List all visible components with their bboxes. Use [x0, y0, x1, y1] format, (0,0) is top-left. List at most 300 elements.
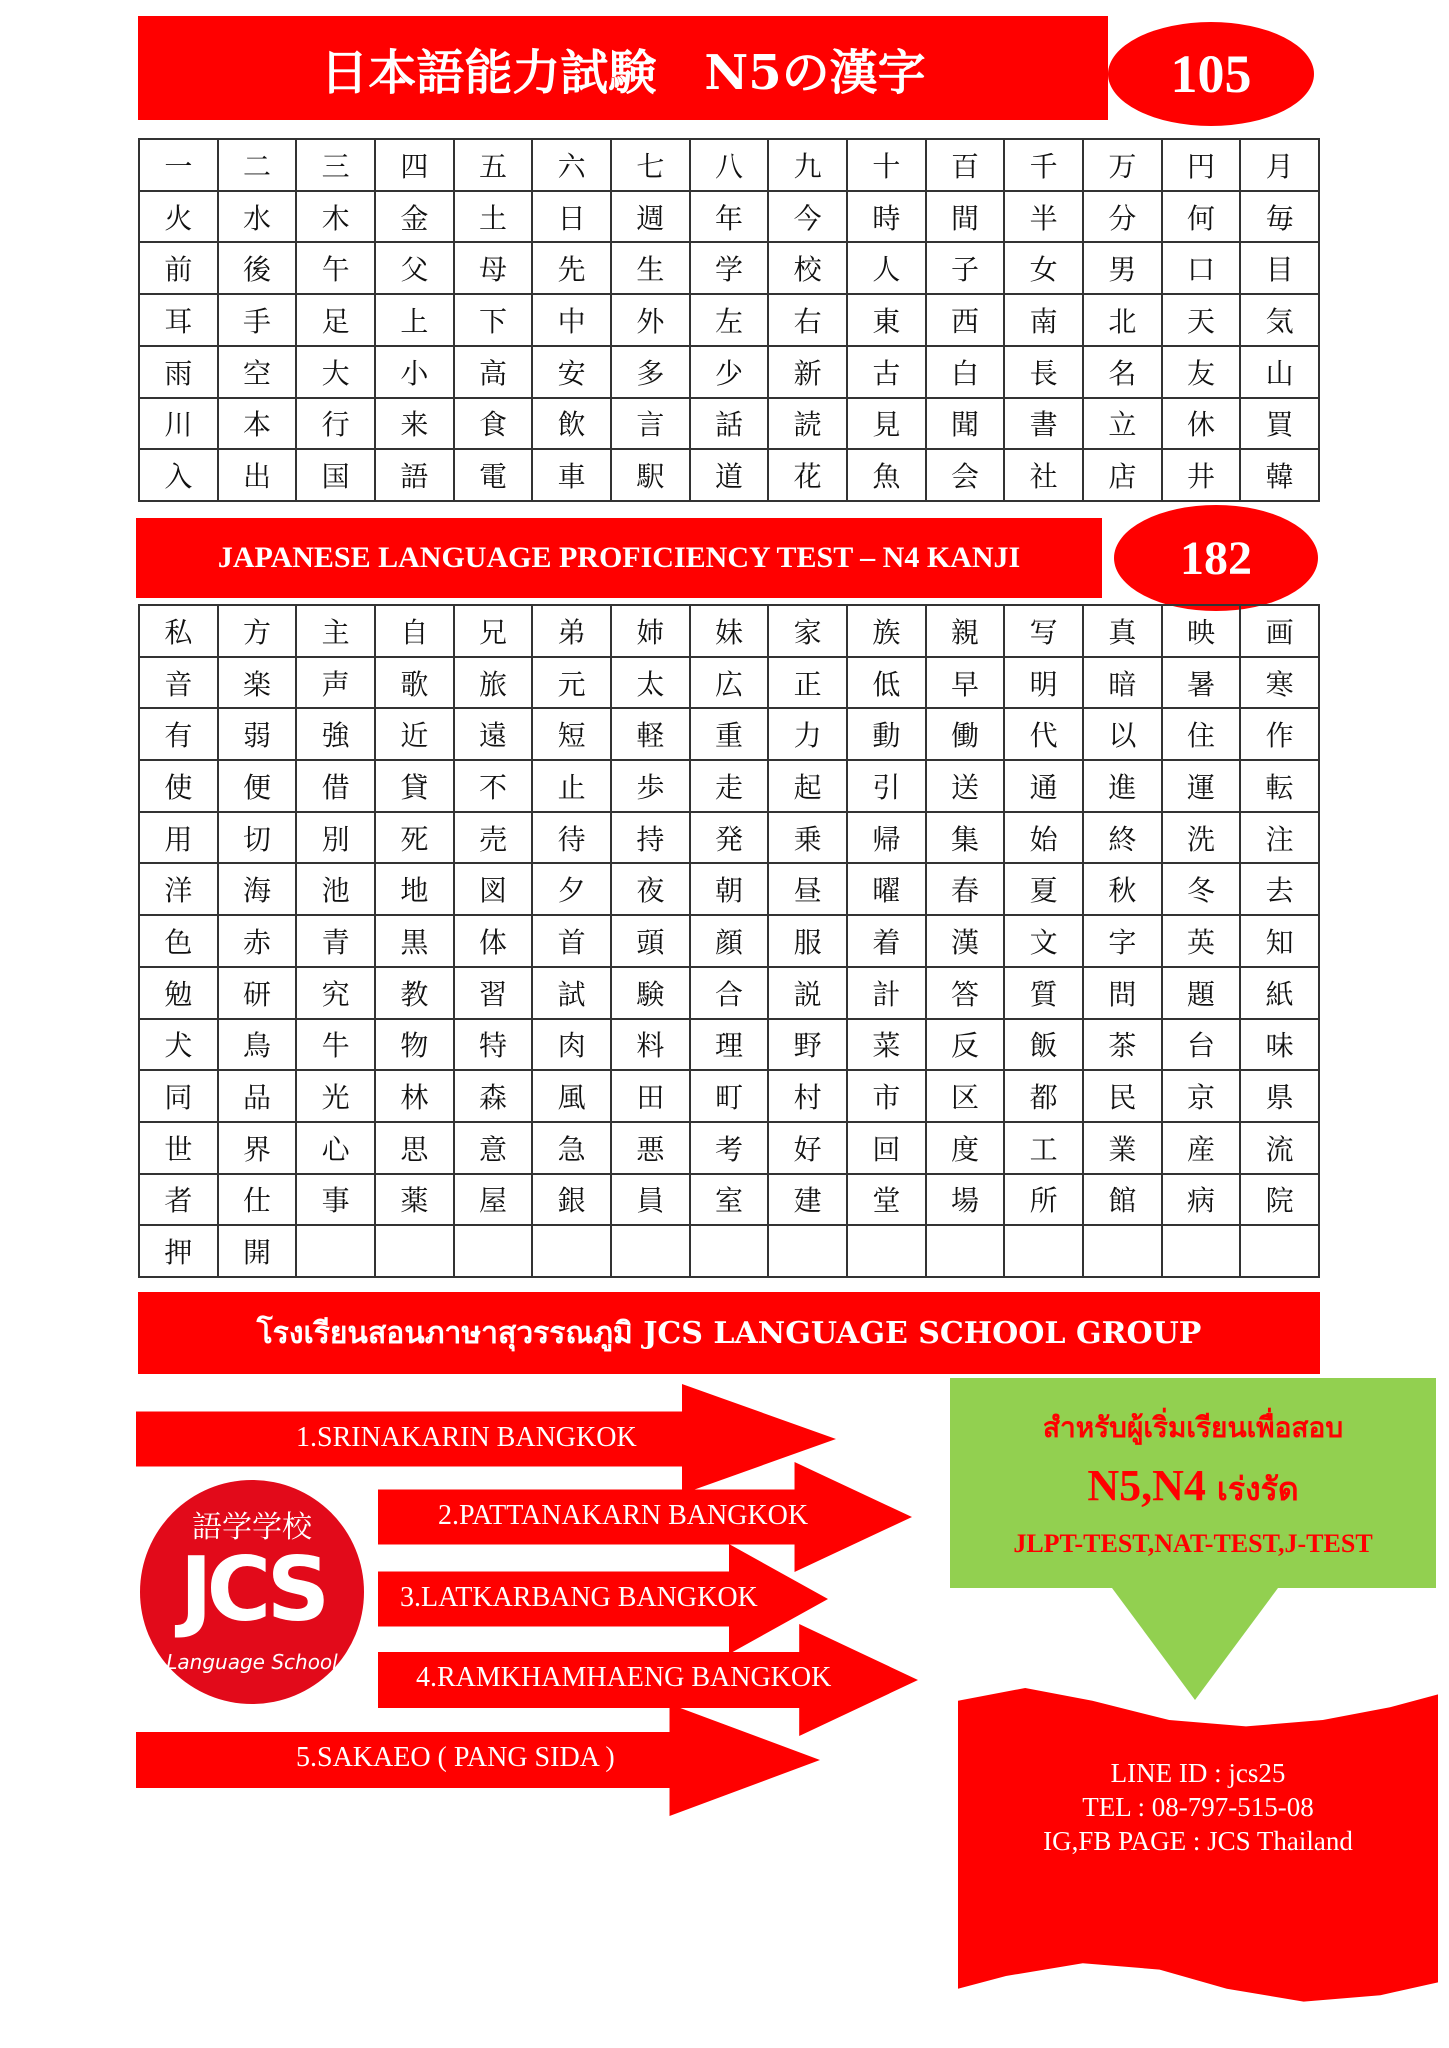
- n4-kanji-cell: 夕: [533, 864, 612, 916]
- promo-box: [950, 1378, 1436, 1588]
- n4-kanji-cell: 使: [140, 761, 219, 813]
- n5-kanji-cell: 名: [1084, 347, 1163, 399]
- n4-title: JAPANESE LANGUAGE PROFICIENCY TEST – N4 KANJI: [217, 541, 1021, 574]
- n5-kanji-cell: 足: [297, 295, 376, 347]
- n4-kanji-cell: 民: [1084, 1071, 1163, 1123]
- n4-kanji-cell: [691, 1226, 770, 1278]
- n5-kanji-cell: 行: [297, 399, 376, 451]
- n4-kanji-cell: 回: [848, 1123, 927, 1175]
- n5-kanji-cell: 韓: [1241, 450, 1320, 502]
- n4-kanji-cell: 台: [1163, 1020, 1242, 1072]
- n5-kanji-cell: 聞: [927, 399, 1006, 451]
- n4-kanji-cell: 私: [140, 606, 219, 658]
- n5-kanji-cell: 入: [140, 450, 219, 502]
- n4-kanji-cell: 春: [927, 864, 1006, 916]
- n4-kanji-cell: 教: [376, 968, 455, 1020]
- n4-kanji-cell: 体: [455, 916, 534, 968]
- n4-kanji-cell: [848, 1226, 927, 1278]
- n4-kanji-cell: 習: [455, 968, 534, 1020]
- n4-kanji-cell: [455, 1226, 534, 1278]
- n4-kanji-cell: 明: [1005, 658, 1084, 710]
- n4-kanji-cell: 有: [140, 709, 219, 761]
- n4-kanji-cell: 住: [1163, 709, 1242, 761]
- n4-kanji-cell: 場: [927, 1175, 1006, 1227]
- n5-kanji-cell: 北: [1084, 295, 1163, 347]
- n5-kanji-cell: 駅: [612, 450, 691, 502]
- n4-kanji-cell: 正: [769, 658, 848, 710]
- n4-kanji-cell: 急: [533, 1123, 612, 1175]
- n4-kanji-cell: 引: [848, 761, 927, 813]
- n4-kanji-cell: 京: [1163, 1071, 1242, 1123]
- n4-kanji-cell: 銀: [533, 1175, 612, 1227]
- n4-kanji-cell: 界: [219, 1123, 298, 1175]
- n4-kanji-cell: 妹: [691, 606, 770, 658]
- n4-kanji-cell: 売: [455, 813, 534, 865]
- n5-kanji-cell: 十: [848, 140, 927, 192]
- n4-kanji-cell: 事: [297, 1175, 376, 1227]
- n4-kanji-cell: 所: [1005, 1175, 1084, 1227]
- n5-kanji-cell: 日: [533, 192, 612, 244]
- n4-kanji-cell: 青: [297, 916, 376, 968]
- n4-title-banner: [136, 518, 1102, 598]
- n4-kanji-cell: 音: [140, 658, 219, 710]
- promo-line-3: JLPT-TEST,NAT-TEST,J-TEST: [1013, 1529, 1373, 1558]
- n4-kanji-cell: 度: [927, 1123, 1006, 1175]
- n5-kanji-cell: 中: [533, 295, 612, 347]
- n5-kanji-cell: 雨: [140, 347, 219, 399]
- n4-kanji-cell: [1241, 1226, 1320, 1278]
- n4-kanji-cell: 思: [376, 1123, 455, 1175]
- n4-kanji-cell: [1084, 1226, 1163, 1278]
- n4-kanji-cell: 同: [140, 1071, 219, 1123]
- n5-kanji-cell: 外: [612, 295, 691, 347]
- n4-kanji-cell: 字: [1084, 916, 1163, 968]
- n4-kanji-cell: 止: [533, 761, 612, 813]
- n4-kanji-cell: 方: [219, 606, 298, 658]
- n4-kanji-cell: 病: [1163, 1175, 1242, 1227]
- n5-kanji-cell: 千: [1005, 140, 1084, 192]
- logo-bottom-text: Language School: [166, 1650, 338, 1674]
- n4-count-badge: [1114, 505, 1318, 611]
- n4-kanji-cell: 地: [376, 864, 455, 916]
- n4-kanji-cell: 院: [1241, 1175, 1320, 1227]
- n4-kanji-cell: 送: [927, 761, 1006, 813]
- n5-kanji-cell: 立: [1084, 399, 1163, 451]
- n4-kanji-cell: 答: [927, 968, 1006, 1020]
- n5-kanji-cell: 店: [1084, 450, 1163, 502]
- n4-kanji-cell: 建: [769, 1175, 848, 1227]
- n4-kanji-cell: 池: [297, 864, 376, 916]
- n5-kanji-cell: 後: [219, 243, 298, 295]
- contact-social: IG,FB PAGE : JCS Thailand: [1043, 1826, 1353, 1856]
- n4-kanji-cell: 文: [1005, 916, 1084, 968]
- n4-kanji-cell: 重: [691, 709, 770, 761]
- n4-kanji-cell: 楽: [219, 658, 298, 710]
- n4-kanji-cell: 軽: [612, 709, 691, 761]
- n4-kanji-cell: 究: [297, 968, 376, 1020]
- n5-kanji-cell: 人: [848, 243, 927, 295]
- n4-kanji-cell: 首: [533, 916, 612, 968]
- n5-kanji-cell: 学: [691, 243, 770, 295]
- n5-kanji-cell: 小: [376, 347, 455, 399]
- n4-kanji-cell: 薬: [376, 1175, 455, 1227]
- promo-down-arrow: [1112, 1588, 1278, 1700]
- n4-kanji-cell: 計: [848, 968, 927, 1020]
- n4-kanji-cell: 元: [533, 658, 612, 710]
- n4-kanji-cell: 林: [376, 1071, 455, 1123]
- n5-kanji-cell: 魚: [848, 450, 927, 502]
- n4-kanji-cell: [533, 1226, 612, 1278]
- promo-line-2: [950, 1460, 1436, 1515]
- n4-kanji-cell: 合: [691, 968, 770, 1020]
- n4-kanji-cell: 産: [1163, 1123, 1242, 1175]
- jcs-logo: [140, 1480, 364, 1704]
- n5-kanji-cell: 子: [927, 243, 1006, 295]
- n4-kanji-cell: 題: [1163, 968, 1242, 1020]
- n5-kanji-cell: 月: [1241, 140, 1320, 192]
- n4-kanji-cell: 洋: [140, 864, 219, 916]
- n4-kanji-cell: 自: [376, 606, 455, 658]
- n4-kanji-cell: 借: [297, 761, 376, 813]
- n4-kanji-cell: 不: [455, 761, 534, 813]
- n5-kanji-cell: 道: [691, 450, 770, 502]
- n4-kanji-cell: 物: [376, 1020, 455, 1072]
- n5-kanji-cell: 語: [376, 450, 455, 502]
- n4-kanji-cell: 用: [140, 813, 219, 865]
- n4-kanji-cell: 風: [533, 1071, 612, 1123]
- n4-kanji-cell: [927, 1226, 1006, 1278]
- n4-kanji-cell: 注: [1241, 813, 1320, 865]
- n4-kanji-cell: 起: [769, 761, 848, 813]
- n4-kanji-cell: 走: [691, 761, 770, 813]
- n5-kanji-cell: 古: [848, 347, 927, 399]
- n5-kanji-cell: 買: [1241, 399, 1320, 451]
- n4-kanji-cell: 去: [1241, 864, 1320, 916]
- n4-kanji-cell: 漢: [927, 916, 1006, 968]
- n5-kanji-cell: 社: [1005, 450, 1084, 502]
- n4-kanji-cell: 強: [297, 709, 376, 761]
- n4-kanji-cell: 理: [691, 1020, 770, 1072]
- n5-kanji-cell: 安: [533, 347, 612, 399]
- n5-kanji-cell: 会: [927, 450, 1006, 502]
- n4-kanji-cell: 族: [848, 606, 927, 658]
- n5-kanji-cell: 休: [1163, 399, 1242, 451]
- n5-kanji-cell: 木: [297, 192, 376, 244]
- n4-kanji-cell: [1163, 1226, 1242, 1278]
- promo-line-1: สำหรับผู้เริ่มเรียนเพื่อสอบ: [1042, 1411, 1344, 1444]
- n4-kanji-cell: 開: [219, 1226, 298, 1278]
- n5-kanji-cell: 今: [769, 192, 848, 244]
- n4-kanji-cell: [1005, 1226, 1084, 1278]
- n4-kanji-cell: 転: [1241, 761, 1320, 813]
- branch-arrow-5: [136, 1704, 820, 1816]
- contact-tel: TEL : 08-797-515-08: [1082, 1792, 1314, 1822]
- n5-kanji-cell: 百: [927, 140, 1006, 192]
- n5-kanji-cell: 時: [848, 192, 927, 244]
- n4-kanji-cell: 服: [769, 916, 848, 968]
- n4-kanji-cell: 押: [140, 1226, 219, 1278]
- n4-kanji-cell: 流: [1241, 1123, 1320, 1175]
- n4-kanji-cell: 員: [612, 1175, 691, 1227]
- n4-kanji-cell: 曜: [848, 864, 927, 916]
- n5-kanji-cell: 手: [219, 295, 298, 347]
- promo-levels: N5,N4: [1087, 1461, 1206, 1510]
- n5-kanji-cell: 飲: [533, 399, 612, 451]
- n4-kanji-cell: 通: [1005, 761, 1084, 813]
- n5-kanji-cell: 六: [533, 140, 612, 192]
- n5-kanji-cell: 右: [769, 295, 848, 347]
- n4-kanji-cell: 勉: [140, 968, 219, 1020]
- n4-kanji-cell: 英: [1163, 916, 1242, 968]
- n4-kanji-cell: 動: [848, 709, 927, 761]
- n4-kanji-cell: 品: [219, 1071, 298, 1123]
- n4-kanji-cell: 始: [1005, 813, 1084, 865]
- n5-kanji-cell: 八: [691, 140, 770, 192]
- n4-kanji-cell: 寒: [1241, 658, 1320, 710]
- n4-kanji-cell: 屋: [455, 1175, 534, 1227]
- n4-kanji-cell: 映: [1163, 606, 1242, 658]
- n5-kanji-cell: 西: [927, 295, 1006, 347]
- n5-kanji-cell: 午: [297, 243, 376, 295]
- n5-kanji-cell: 一: [140, 140, 219, 192]
- n4-kanji-cell: 便: [219, 761, 298, 813]
- n5-kanji-cell: 南: [1005, 295, 1084, 347]
- branch-label-2: 2.PATTANAKARN BANGKOK: [438, 1500, 809, 1531]
- n4-kanji-cell: 遠: [455, 709, 534, 761]
- n4-kanji-cell: 仕: [219, 1175, 298, 1227]
- n5-kanji-cell: 花: [769, 450, 848, 502]
- n4-kanji-cell: 心: [297, 1123, 376, 1175]
- n4-kanji-cell: 説: [769, 968, 848, 1020]
- n5-count: 105: [1170, 44, 1252, 104]
- n4-kanji-cell: 反: [927, 1020, 1006, 1072]
- n4-kanji-cell: 昼: [769, 864, 848, 916]
- n4-kanji-cell: 図: [455, 864, 534, 916]
- n4-kanji-cell: 家: [769, 606, 848, 658]
- n4-kanji-cell: 働: [927, 709, 1006, 761]
- contact-line-id: LINE ID : jcs25: [1110, 1758, 1286, 1788]
- n4-kanji-cell: 紙: [1241, 968, 1320, 1020]
- branch-label-3: 3.LATKARBANG BANGKOK: [400, 1582, 758, 1613]
- n4-kanji-cell: 赤: [219, 916, 298, 968]
- n4-kanji-cell: 短: [533, 709, 612, 761]
- n4-kanji-cell: 進: [1084, 761, 1163, 813]
- n4-kanji-cell: 乗: [769, 813, 848, 865]
- n5-kanji-cell: 間: [927, 192, 1006, 244]
- n5-kanji-cell: 金: [376, 192, 455, 244]
- n4-kanji-cell: 野: [769, 1020, 848, 1072]
- n4-kanji-cell: 知: [1241, 916, 1320, 968]
- n5-kanji-cell: 書: [1005, 399, 1084, 451]
- n4-kanji-cell: 別: [297, 813, 376, 865]
- n4-kanji-cell: [612, 1226, 691, 1278]
- n4-count: 182: [1180, 531, 1252, 585]
- n4-kanji-cell: 験: [612, 968, 691, 1020]
- n4-kanji-cell: 暗: [1084, 658, 1163, 710]
- n4-kanji-cell: 早: [927, 658, 1006, 710]
- n4-kanji-cell: 低: [848, 658, 927, 710]
- promo-intensive: เร่งรัด: [1216, 1470, 1299, 1508]
- n5-kanji-grid: [138, 138, 1320, 502]
- n4-kanji-cell: 歩: [612, 761, 691, 813]
- n4-kanji-cell: 考: [691, 1123, 770, 1175]
- n4-kanji-cell: 暑: [1163, 658, 1242, 710]
- n4-kanji-cell: 者: [140, 1175, 219, 1227]
- n5-kanji-cell: 言: [612, 399, 691, 451]
- n4-kanji-cell: 終: [1084, 813, 1163, 865]
- n4-kanji-cell: 犬: [140, 1020, 219, 1072]
- n4-kanji-cell: 弟: [533, 606, 612, 658]
- n5-kanji-cell: 高: [455, 347, 534, 399]
- n5-kanji-cell: 五: [455, 140, 534, 192]
- n4-kanji-grid: [138, 604, 1320, 1278]
- n4-kanji-cell: 質: [1005, 968, 1084, 1020]
- n4-kanji-cell: 黒: [376, 916, 455, 968]
- n4-kanji-cell: 弱: [219, 709, 298, 761]
- n5-title-banner: [138, 16, 1108, 120]
- n4-kanji-cell: [769, 1226, 848, 1278]
- n4-kanji-cell: 世: [140, 1123, 219, 1175]
- n5-kanji-cell: 耳: [140, 295, 219, 347]
- n5-title: 日本語能力試験 N5の漢字: [320, 44, 926, 101]
- n5-kanji-cell: 食: [455, 399, 534, 451]
- n5-kanji-cell: 車: [533, 450, 612, 502]
- n5-kanji-cell: 下: [455, 295, 534, 347]
- n4-kanji-cell: 秋: [1084, 864, 1163, 916]
- n4-kanji-cell: 田: [612, 1071, 691, 1123]
- n4-kanji-cell: 旅: [455, 658, 534, 710]
- n4-kanji-cell: 洗: [1163, 813, 1242, 865]
- n4-kanji-cell: 菜: [848, 1020, 927, 1072]
- n4-kanji-cell: 太: [612, 658, 691, 710]
- n4-kanji-cell: 声: [297, 658, 376, 710]
- n4-kanji-cell: 飯: [1005, 1020, 1084, 1072]
- n4-kanji-cell: 待: [533, 813, 612, 865]
- n4-kanji-cell: 夏: [1005, 864, 1084, 916]
- n5-kanji-cell: 火: [140, 192, 219, 244]
- n5-kanji-cell: 生: [612, 243, 691, 295]
- n4-kanji-cell: 兄: [455, 606, 534, 658]
- n5-kanji-cell: 三: [297, 140, 376, 192]
- n4-kanji-cell: 近: [376, 709, 455, 761]
- n4-kanji-cell: 真: [1084, 606, 1163, 658]
- n4-kanji-cell: 発: [691, 813, 770, 865]
- n5-kanji-cell: 友: [1163, 347, 1242, 399]
- n5-kanji-cell: 気: [1241, 295, 1320, 347]
- n4-kanji-cell: 肉: [533, 1020, 612, 1072]
- promo-arrow-stem: [1168, 1560, 1224, 1592]
- n4-kanji-cell: 工: [1005, 1123, 1084, 1175]
- n4-kanji-cell: 歌: [376, 658, 455, 710]
- n5-kanji-cell: 目: [1241, 243, 1320, 295]
- n5-kanji-cell: 何: [1163, 192, 1242, 244]
- n5-kanji-cell: 土: [455, 192, 534, 244]
- n4-kanji-cell: 光: [297, 1071, 376, 1123]
- n5-kanji-cell: 少: [691, 347, 770, 399]
- n4-kanji-cell: 村: [769, 1071, 848, 1123]
- n5-kanji-cell: 川: [140, 399, 219, 451]
- n4-kanji-cell: 森: [455, 1071, 534, 1123]
- n5-kanji-cell: 父: [376, 243, 455, 295]
- n5-kanji-cell: 読: [769, 399, 848, 451]
- n4-kanji-cell: 画: [1241, 606, 1320, 658]
- n5-kanji-cell: 新: [769, 347, 848, 399]
- n5-kanji-cell: 東: [848, 295, 927, 347]
- n5-kanji-cell: 山: [1241, 347, 1320, 399]
- n5-kanji-cell: 国: [297, 450, 376, 502]
- n5-kanji-cell: 大: [297, 347, 376, 399]
- n4-kanji-cell: 料: [612, 1020, 691, 1072]
- n5-kanji-cell: 左: [691, 295, 770, 347]
- n5-kanji-cell: 本: [219, 399, 298, 451]
- n5-kanji-cell: 週: [612, 192, 691, 244]
- n4-kanji-cell: 試: [533, 968, 612, 1020]
- n4-kanji-cell: 問: [1084, 968, 1163, 1020]
- n5-kanji-cell: 水: [219, 192, 298, 244]
- n4-kanji-cell: 帰: [848, 813, 927, 865]
- n5-kanji-cell: 九: [769, 140, 848, 192]
- n5-kanji-cell: 円: [1163, 140, 1242, 192]
- n5-kanji-cell: 出: [219, 450, 298, 502]
- n5-kanji-cell: 白: [927, 347, 1006, 399]
- n5-kanji-cell: 井: [1163, 450, 1242, 502]
- n5-kanji-cell: 上: [376, 295, 455, 347]
- n4-kanji-cell: 貸: [376, 761, 455, 813]
- n4-kanji-cell: 写: [1005, 606, 1084, 658]
- n5-kanji-cell: 男: [1084, 243, 1163, 295]
- n4-kanji-cell: 切: [219, 813, 298, 865]
- n4-kanji-cell: 夜: [612, 864, 691, 916]
- n4-kanji-cell: 作: [1241, 709, 1320, 761]
- n4-kanji-cell: 堂: [848, 1175, 927, 1227]
- n4-kanji-cell: 区: [927, 1071, 1006, 1123]
- n5-count-badge: [1108, 22, 1314, 126]
- n4-kanji-cell: 朝: [691, 864, 770, 916]
- n4-kanji-cell: [376, 1226, 455, 1278]
- n4-kanji-cell: 集: [927, 813, 1006, 865]
- n4-kanji-cell: 都: [1005, 1071, 1084, 1123]
- n4-kanji-cell: 業: [1084, 1123, 1163, 1175]
- n5-kanji-cell: 話: [691, 399, 770, 451]
- n4-kanji-cell: 持: [612, 813, 691, 865]
- n5-kanji-cell: 万: [1084, 140, 1163, 192]
- n4-kanji-cell: 牛: [297, 1020, 376, 1072]
- n5-kanji-cell: 校: [769, 243, 848, 295]
- n5-kanji-cell: 空: [219, 347, 298, 399]
- n5-kanji-cell: 半: [1005, 192, 1084, 244]
- n4-kanji-cell: 着: [848, 916, 927, 968]
- n5-kanji-cell: 見: [848, 399, 927, 451]
- n5-kanji-cell: 年: [691, 192, 770, 244]
- branch-label-4: 4.RAMKHAMHAENG BANGKOK: [416, 1662, 832, 1693]
- n4-kanji-cell: 悪: [612, 1123, 691, 1175]
- n4-kanji-cell: 好: [769, 1123, 848, 1175]
- n5-kanji-cell: 毎: [1241, 192, 1320, 244]
- branch-label-5: 5.SAKAEO ( PANG SIDA ): [296, 1742, 615, 1773]
- n4-kanji-cell: 力: [769, 709, 848, 761]
- n4-kanji-cell: 冬: [1163, 864, 1242, 916]
- n4-kanji-cell: 味: [1241, 1020, 1320, 1072]
- n4-kanji-cell: 代: [1005, 709, 1084, 761]
- n4-kanji-cell: 室: [691, 1175, 770, 1227]
- n5-kanji-cell: 口: [1163, 243, 1242, 295]
- n4-kanji-cell: 頭: [612, 916, 691, 968]
- n5-kanji-cell: 来: [376, 399, 455, 451]
- n4-kanji-cell: 運: [1163, 761, 1242, 813]
- n4-kanji-cell: 鳥: [219, 1020, 298, 1072]
- n5-kanji-cell: 七: [612, 140, 691, 192]
- school-banner: [138, 1292, 1320, 1374]
